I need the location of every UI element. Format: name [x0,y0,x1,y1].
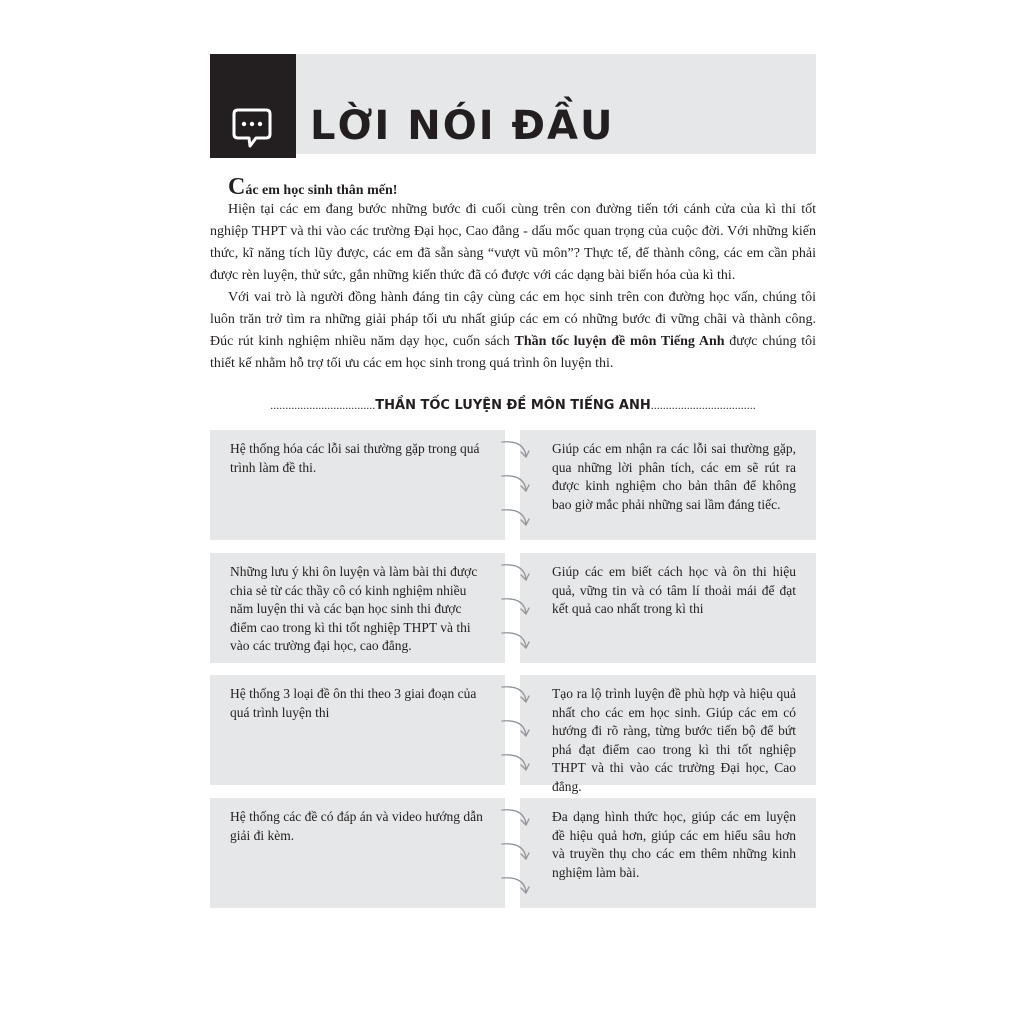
feature-description: Những lưu ý khi ôn luyện và làm bài thi được chia sẻ từ các thầy cô có kinh nghiệm nhiều năm luyện thi và các bạn học sinh thi được điểm cao trong kì thi tốt nghiệp THPT và thi vào các trường đại học, cao đẳng. [210,553,505,663]
feature-description: Hệ thống hóa các lỗi sai thường gặp trong quá trình làm đề thi. [210,430,505,540]
feature-row-2 [210,553,816,663]
feature-row-1 [210,430,816,540]
feature-benefit: Giúp các em biết cách học và ôn thi hiệu quả, vững tin và có tâm lí thoải mái để đạt kết quả cao nhất trong kì thi [520,553,816,663]
section-title: THẦN TỐC LUYỆN ĐỀ MÔN TIẾNG ANH [375,398,651,413]
greeting [228,176,816,198]
feature-row-3 [210,675,816,794]
dots-right: ................................... [650,398,756,412]
book-title: Thần tốc luyện đề môn Tiếng Anh [514,334,725,349]
curved-arrows-icon [496,675,536,785]
feature-benefit: Giúp các em nhận ra các lỗi sai thường gặp, qua những lời phân tích, các em sẽ rút ra được kinh nghiệm cho bản thân để không bao giờ mắc phải những sai lầm đáng tiếc. [520,430,816,540]
greeting-dropcap: C [228,174,246,200]
curved-arrows-icon [496,798,536,908]
intro-paragraph-1: Hiện tại các em đang bước những bước đi cuối cùng trên con đường tiến tới cánh cửa của kì thi tốt nghiệp THPT và thi vào các trường Đại học, Cao đẳng - dấu mốc quan trọng của cuộc đời. Với những kiến thức, kĩ năng tích lũy được, các em đã sẵn sàng “vượt vũ môn”? Thực tế, để thành công, các em cần phải được rèn luyện, thử sức, gắn những kiến thức đã có được với các dạng bài biến hóa của kì thi. [210,202,816,283]
intro-text [210,176,816,375]
feature-description: Hệ thống 3 loại đề ôn thi theo 3 giai đoạn của quá trình luyện thi [210,675,505,785]
feature-benefit: Tạo ra lộ trình luyện đề phù hợp và hiệu quả nhất cho các em học sinh. Giúp các em có hướng đi rõ ràng, từng bước tiến bộ để bứt phá đạt điểm cao trong kì thi tốt nghiệp THPT và thi vào các trường Đại học, Cao đẳng. [520,675,816,785]
feature-description: Hệ thống các đề có đáp án và video hướng dẫn giải đi kèm. [210,798,505,908]
title-icon-box [210,54,296,158]
greeting-rest: ác em học sinh thân mến! [245,183,398,198]
dots-left: ................................... [270,398,376,412]
intro-paragraph-2 [210,287,816,375]
feature-row-4 [210,798,816,908]
curved-arrows-icon [496,553,536,663]
feature-benefit: Đa dạng hình thức học, giúp các em luyện đề hiệu quả hơn, giúp các em hiểu sâu hơn và truyền thụ cho các em thêm những kinh nghiệm làm bài. [520,798,816,908]
intro-p2-start: Với vai trò là người đồng hành đáng tin cậy cùng các em học sinh trên con đường học vấn, chúng tôi luôn trăn trở tìm ra những giải pháp tối ưu nhất giúp các em có những bước đi vững chãi và thành công. Đúc rút kinh nghiệm nhiều năm dạy học, cuốn sách [210,290,816,349]
section-heading [210,398,816,413]
chat-bubble-icon [230,106,274,150]
title-banner [210,54,816,154]
curved-arrows-icon [496,430,536,540]
page-title: LỜI NÓI ĐẦU [310,103,615,149]
intro-p2-end: được chúng tôi thiết kế nhằm hỗ trợ tối ưu các em học sinh trong quá trình ôn luyện thi. [210,334,816,371]
